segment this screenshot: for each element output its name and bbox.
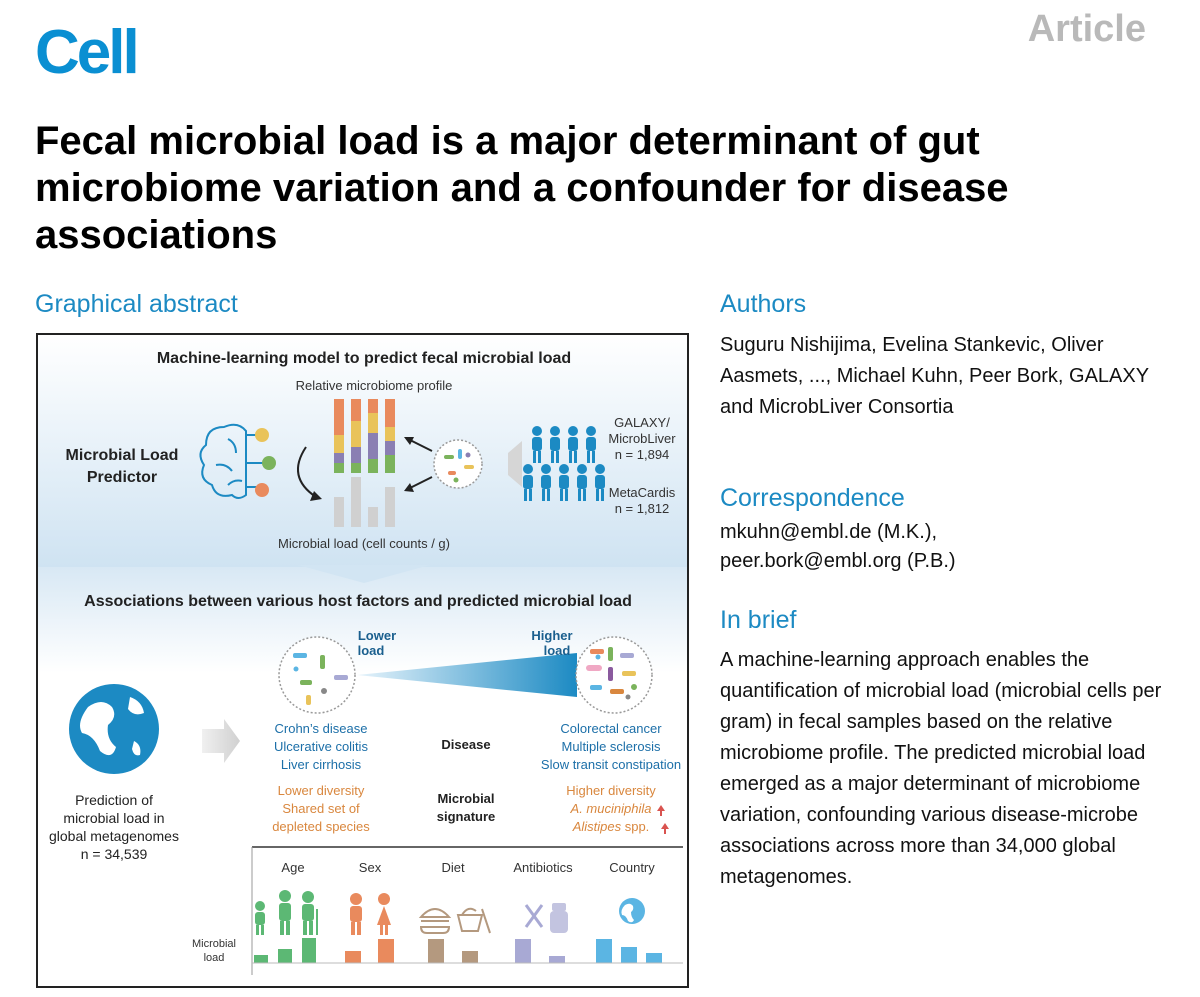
- correspondence-heading: Correspondence: [720, 484, 905, 512]
- in-brief-text: A machine-learning approach enables the quantification of microbial load (microbial cells per gram) in fecal samples based on the relative microbiome profile. The predicted microbial load emerged as a major determinant of microbiome variation, confounding various disease-microbe associations across more than 34,000 global metagenomes.: [720, 649, 1162, 888]
- higher-signature-3-suffix: spp.: [621, 819, 650, 834]
- prediction-label-line3: global metagenomes: [49, 828, 179, 844]
- microbial-load-row-label-2: load: [203, 952, 225, 964]
- pill-icon: [550, 903, 568, 933]
- factor-label-country: Country: [609, 860, 655, 875]
- signature-row-label-2: signature: [436, 809, 496, 824]
- journal-logo: Cell: [35, 18, 137, 87]
- higher-load-label-2: load: [543, 643, 571, 658]
- prediction-label-line1: Prediction of: [75, 792, 153, 808]
- correspondence-email-1[interactable]: mkuhn@embl.de (M.K.),: [720, 521, 938, 543]
- correspondence-email-2[interactable]: peer.bork@embl.org (P.B.): [720, 550, 956, 572]
- higher-disease-1: Colorectal cancer: [560, 721, 662, 736]
- graphical-abstract-heading: Graphical abstract: [35, 290, 238, 318]
- article-type-label: Article: [1027, 8, 1146, 50]
- higher-signature-1: Higher diversity: [566, 783, 656, 798]
- lower-load-label-1: Lower: [357, 628, 397, 643]
- lower-load-label-2: load: [357, 643, 385, 658]
- lower-signature-3: depleted species: [272, 819, 370, 834]
- signature-row-label-1: Microbial: [437, 791, 495, 806]
- galaxy-count: n = 1,894: [614, 447, 670, 462]
- network-node-yellow: [255, 428, 269, 442]
- higher-disease-2: Multiple sclerosis: [561, 739, 661, 754]
- network-node-green: [262, 456, 276, 470]
- galaxy-label-line1: GALAXY/: [614, 415, 670, 430]
- prediction-count: n = 34,539: [80, 846, 148, 862]
- predictor-label-line1: Microbial Load: [65, 447, 179, 464]
- article-title: Fecal microbial load is a major determinant of gut microbiome variation and a confounder for disease associations: [35, 119, 1009, 257]
- disease-row-label: Disease: [441, 737, 491, 752]
- galaxy-label-line2: MicrobLiver: [608, 431, 676, 446]
- higher-signature-3-genus: Alistipes: [572, 819, 622, 834]
- factor-label-age: Age: [281, 860, 305, 875]
- higher-load-label-1: Higher: [531, 628, 573, 643]
- lower-disease-3: Liver cirrhosis: [280, 757, 362, 772]
- lower-signature-1: Lower diversity: [277, 783, 365, 798]
- authors-heading: Authors: [720, 290, 807, 318]
- in-brief-heading: In brief: [720, 606, 797, 634]
- factor-label-sex: Sex: [358, 860, 382, 875]
- metacardis-count: n = 1,812: [614, 501, 670, 516]
- prediction-label-line2: microbial load in: [63, 810, 165, 826]
- relative-profile-label: Relative microbiome profile: [295, 378, 453, 393]
- microbial-load-row-label-1: Microbial: [191, 938, 237, 950]
- higher-load-circle: [576, 637, 652, 713]
- lower-disease-1: Crohn’s disease: [274, 721, 368, 736]
- lower-disease-2: Ulcerative colitis: [274, 739, 368, 754]
- top-panel-title: Machine-learning model to predict fecal microbial load: [156, 350, 572, 367]
- network-node-orange: [255, 483, 269, 497]
- metacardis-label: MetaCardis: [608, 485, 676, 500]
- graphical-abstract-figure: [36, 333, 689, 988]
- bottom-panel-title: Associations between various host factors and predicted microbial load: [84, 593, 632, 610]
- authors-list: Suguru Nishijima, Evelina Stankevic, Oliver Aasmets, ..., Michael Kuhn, Peer Bork, GALAXY and MicrobLiver Consortia: [720, 334, 1149, 418]
- predictor-label-line2: Predictor: [86, 469, 158, 486]
- factor-label-diet: Diet: [441, 860, 465, 875]
- microbial-load-axis-label: Microbial load (cell counts / g): [278, 536, 450, 551]
- lower-signature-2: Shared set of: [282, 801, 360, 816]
- higher-signature-2: A. muciniphila: [570, 801, 652, 816]
- correspondence-emails: [720, 518, 1160, 576]
- factor-label-antibiotics: Antibiotics: [513, 860, 573, 875]
- higher-signature-3: [572, 819, 650, 834]
- higher-disease-3: Slow transit constipation: [540, 757, 682, 772]
